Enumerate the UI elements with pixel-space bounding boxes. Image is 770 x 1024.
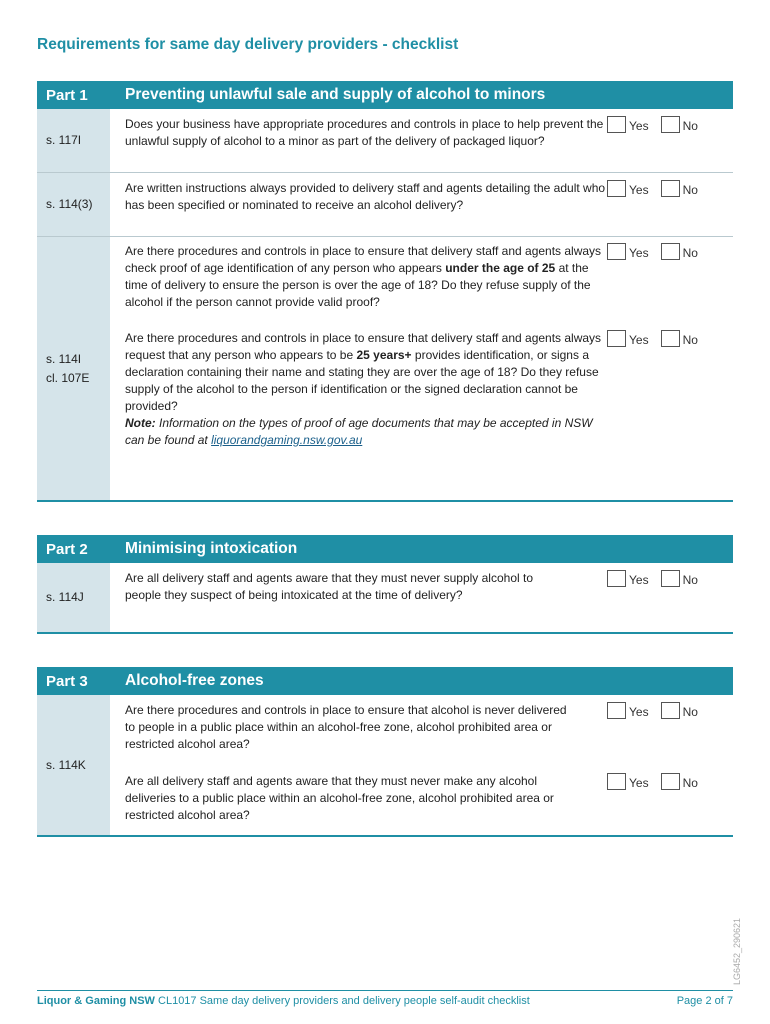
yes-checkbox[interactable]: [607, 180, 626, 197]
yes-checkbox[interactable]: [607, 243, 626, 260]
yes-option[interactable]: [607, 180, 649, 214]
ref-line: s. 114K: [46, 757, 86, 772]
ref-line: cl. 107E: [46, 370, 90, 385]
part-number: Part 2: [46, 540, 88, 558]
checklist-row: [37, 109, 733, 173]
no-label: No: [682, 776, 698, 790]
ref-line: s. 114J: [46, 590, 84, 604]
checklist-row: [37, 563, 733, 632]
checklist-row: [37, 237, 733, 500]
no-checkbox[interactable]: [661, 773, 680, 790]
no-checkbox[interactable]: [661, 243, 680, 260]
part-title: Preventing unlawful sale and supply of alcohol to minors: [125, 86, 546, 103]
ref-line: s. 114I: [46, 351, 82, 366]
no-label: No: [682, 705, 698, 719]
part-title: Minimising intoxication: [125, 540, 298, 557]
no-option[interactable]: [661, 702, 698, 753]
yes-label: Yes: [629, 776, 649, 790]
question-text: Are all delivery staff and agents aware that they must never make any alcohol deliveries to a public place within an alcohol-free zone, alcohol prohibited area or restricted alcohol area?: [125, 774, 554, 822]
page-number: Page 2 of 7: [676, 995, 733, 1007]
question-text: Are there procedures and controls in place to ensure that delivery staff and agents always check proof of age identification of any person who appears under the age of 25 at the time of delivery to ensure the person is over the age of 18? Do they refuse supply of the alcohol if the person cannot provide valid proof?: [125, 244, 602, 309]
footer: [37, 995, 733, 1007]
legislation-ref: [37, 563, 110, 632]
yes-option[interactable]: [607, 570, 649, 604]
part-2-header: [37, 535, 733, 563]
yes-checkbox[interactable]: [607, 330, 626, 347]
question-text: Are written instructions always provided to delivery staff and agents detailing the adult who has been specified or nominated to receive an alcohol delivery?: [125, 181, 606, 212]
no-option[interactable]: [661, 116, 698, 150]
legislation-ref: [37, 109, 110, 172]
no-label: No: [682, 333, 698, 347]
question-text: Are all delivery staff and agents aware that they must never supply alcohol to people they suspect of being intoxicated at the time of delivery?: [125, 571, 534, 602]
no-checkbox[interactable]: [661, 116, 680, 133]
footer-left: [37, 995, 530, 1007]
yes-label: Yes: [629, 183, 649, 197]
yes-checkbox[interactable]: [607, 570, 626, 587]
part-1-header: [37, 81, 733, 109]
no-checkbox[interactable]: [661, 702, 680, 719]
no-label: No: [682, 573, 698, 587]
document-code: LG6452_290621: [732, 917, 742, 985]
yes-label: Yes: [629, 333, 649, 347]
nsw-website-link[interactable]: liquorandgaming.nsw.gov.au: [211, 433, 363, 447]
document-title: Requirements for same day delivery providers - checklist: [37, 36, 459, 53]
no-label: No: [682, 246, 698, 260]
yes-checkbox[interactable]: [607, 773, 626, 790]
no-option[interactable]: [661, 570, 698, 604]
part-1-section: [37, 81, 733, 502]
yes-checkbox[interactable]: [607, 702, 626, 719]
ref-line: s. 114(3): [46, 197, 93, 211]
yes-option[interactable]: [607, 702, 649, 753]
part-3-section: [37, 667, 733, 837]
yes-option[interactable]: [607, 773, 649, 824]
no-label: No: [682, 119, 698, 133]
yes-option[interactable]: [607, 330, 649, 449]
yes-label: Yes: [629, 705, 649, 719]
part-title: Alcohol-free zones: [125, 672, 264, 689]
part-3-header: [37, 667, 733, 695]
yes-option[interactable]: [607, 243, 649, 311]
no-option[interactable]: [661, 180, 698, 214]
checklist-row: [37, 695, 733, 835]
no-checkbox[interactable]: [661, 180, 680, 197]
ref-line: s. 117I: [46, 133, 82, 147]
yes-checkbox[interactable]: [607, 116, 626, 133]
legislation-ref: [37, 237, 110, 500]
part-number: Part 3: [46, 672, 88, 690]
no-option[interactable]: [661, 243, 698, 311]
no-option[interactable]: [661, 773, 698, 824]
note-label: Note:: [125, 416, 156, 430]
part-number: Part 1: [46, 86, 88, 104]
yes-label: Yes: [629, 573, 649, 587]
no-checkbox[interactable]: [661, 330, 680, 347]
no-option[interactable]: [661, 330, 698, 449]
yes-label: Yes: [629, 246, 649, 260]
question-text: Are there procedures and controls in place to ensure that delivery staff and agents always request that any person who appears to be 25 years+ provides identification, or signs a declaration containing their name and stating they are over the age of 18? Do they refuse supply of the alcohol to the person if identification or the signed declaration cannot be provided? Note: Information on the types of proof of age documents that may be accepted in NSW can be found at liquorandgaming.nsw.gov.au: [125, 331, 602, 447]
footer-brand: Liquor & Gaming NSW: [37, 995, 155, 1007]
yes-label: Yes: [629, 119, 649, 133]
question-text: Are there procedures and controls in place to ensure that alcohol is never delivered to people in a public place within an alcohol-free zone, alcohol prohibited area or restricted alcohol area?: [125, 703, 567, 751]
no-label: No: [682, 183, 698, 197]
legislation-ref: [37, 695, 110, 835]
checklist-row: [37, 173, 733, 237]
legislation-ref: [37, 173, 110, 236]
footer-description: CL1017 Same day delivery providers and delivery people self-audit checklist: [154, 995, 530, 1007]
question-text: Does your business have appropriate procedures and controls in place to help prevent the unlawful supply of alcohol to a minor as part of the delivery of packaged liquor?: [125, 117, 604, 148]
part-2-section: [37, 535, 733, 634]
no-checkbox[interactable]: [661, 570, 680, 587]
yes-option[interactable]: [607, 116, 649, 150]
footer-divider: [37, 990, 733, 991]
